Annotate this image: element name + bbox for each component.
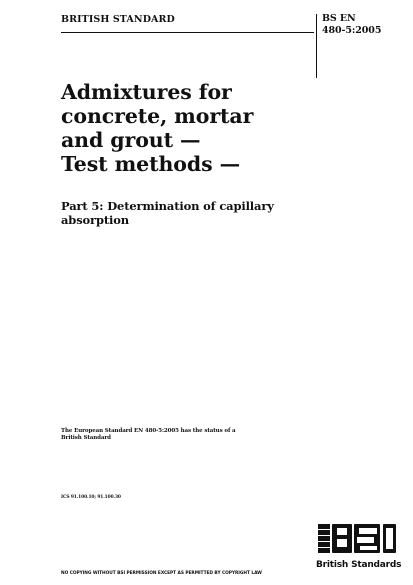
title-line-2: concrete, mortar xyxy=(61,104,254,128)
document-subtitle xyxy=(61,199,301,227)
vertical-rule xyxy=(316,14,317,78)
status-note xyxy=(61,428,271,442)
standard-code-block xyxy=(322,13,382,37)
standard-code-line-2: 480-5:2005 xyxy=(322,25,382,36)
bsi-logo-text: British Standards xyxy=(316,560,402,570)
bsi-logo-mark xyxy=(316,522,398,559)
subtitle-line-2: absorption xyxy=(61,213,129,227)
title-line-1: Admixtures for xyxy=(61,80,232,104)
status-note-line-1: The European Standard EN 480-5:2005 has the status of a xyxy=(61,428,236,434)
copyright-notice: NO COPYING WITHOUT BSI PERMISSION EXCEPT AS PERMITTED BY COPYRIGHT LAW xyxy=(61,571,262,576)
ics-code: ICS 91.100.10; 91.100.30 xyxy=(61,495,121,500)
header-rule xyxy=(61,32,314,33)
status-note-line-2: British Standard xyxy=(61,435,111,441)
title-line-4: Test methods — xyxy=(61,152,240,176)
header-band xyxy=(61,14,314,38)
subtitle-line-1: Part 5: Determination of capillary xyxy=(61,199,274,213)
standard-code-line-1: BS EN xyxy=(322,13,356,24)
title-line-3: and grout — xyxy=(61,128,201,152)
bsi-logo xyxy=(316,522,402,573)
series-label: BRITISH STANDARD xyxy=(61,14,175,25)
document-title xyxy=(61,80,311,176)
